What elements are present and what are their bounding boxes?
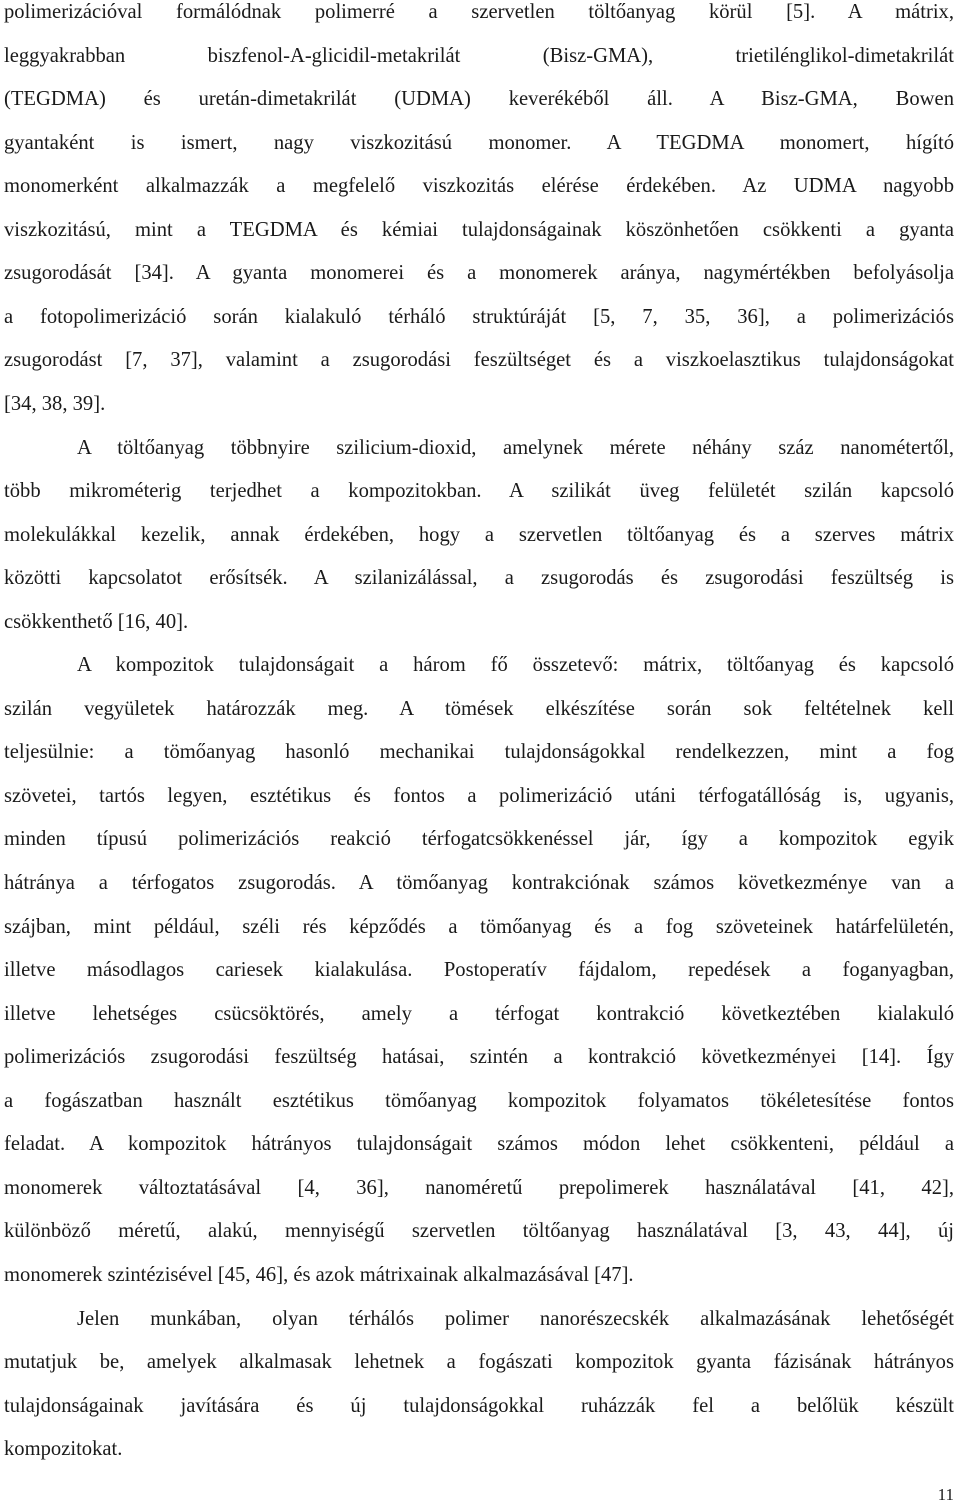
paragraph-1-line: polimerizációval formálódnak polimerré a szervetlen töltőanyag körül [5]. A mátrix,	[4, 1, 954, 23]
paragraph-3-line: teljesülnie: a tömőanyag hasonló mechanikai tulajdonságokkal rendelkezzen, mint a fog	[4, 741, 954, 764]
paragraph-2-line: több mikrométerig terjedhet a kompozitokban. A szilikát üveg felületét szilán kapcsoló	[4, 480, 954, 503]
paragraph-1-line: a fotopolimerizáció során kialakuló térháló struktúráját [5, 7, 35, 36], a polimerizációs	[4, 305, 954, 328]
paragraph-2-line: csökkenthető [16, 40].	[4, 610, 189, 633]
paragraph-3-line: hátránya a térfogatos zsugorodás. A tömőanyag kontrakciónak számos következménye van a	[4, 872, 954, 894]
paragraph-1-line: monomerként alkalmazzák a megfelelő viszkozitás elérése érdekében. Az UDMA nagyobb	[4, 175, 954, 198]
paragraph-1-line: (TEGDMA) és uretán-dimetakrilát (UDMA) keverékéből áll. A Bisz-GMA, Bowen	[4, 88, 954, 111]
paragraph-4-line: Jelen munkában, olyan térhálós polimer nanorészecskék alkalmazásának lehetőségét	[77, 1307, 954, 1330]
paragraph-3-line: monomerek változtatásával [4, 36], nanoméretű prepolimerek használatával [41, 42],	[4, 1176, 954, 1199]
paragraph-3-line: szövetei, tartós legyen, esztétikus és fontos a polimerizáció utáni térfogatállóság is, ugyanis,	[4, 784, 954, 807]
paragraph-1-line: zsugorodását [34]. A gyanta monomerei és a monomerek aránya, nagymértékben befolyásolja	[4, 262, 954, 285]
paragraph-3-line: feladat. A kompozitok hátrányos tulajdonságait számos módon lehet csökkenteni, például a	[4, 1133, 954, 1156]
paragraph-3-line: A kompozitok tulajdonságait a három fő összetevő: mátrix, töltőanyag és kapcsoló	[77, 654, 954, 677]
paragraph-3-line: illetve másodlagos cariesek kialakulása. Postoperatív fájdalom, repedések a foganyagban,	[4, 959, 954, 982]
paragraph-1-line: gyantaként is ismert, nagy viszkozitású monomer. A TEGDMA monomert, hígító	[4, 131, 954, 154]
paragraph-3-line: különböző méretű, alakú, mennyiségű szervetlen töltőanyag használatával [3, 43, 44], új	[4, 1220, 954, 1243]
paragraph-3-line: monomerek szintézisével [45, 46], és azok mátrixainak alkalmazásával [47].	[4, 1263, 634, 1286]
paragraph-3-line: a fogászatban használt esztétikus tömőanyag kompozitok folyamatos tökéletesítése fontos	[4, 1089, 954, 1112]
paragraph-3-line: szájban, mint például, széli rés képződés a tömőanyag és a fog szöveteinek határfelületén,	[4, 915, 954, 938]
paragraph-4-line: kompozitokat.	[4, 1438, 123, 1461]
paragraph-4-line: tulajdonságainak javítására és új tulajdonságokkal ruházzák fel a belőlük készült	[4, 1394, 954, 1417]
paragraph-1-line: viszkozitású, mint a TEGDMA és kémiai tulajdonságainak köszönhetően csökkenti a gyanta	[4, 218, 954, 241]
paragraph-3-line: minden típusú polimerizációs reakció térfogatcsökkenéssel jár, így a kompozitok egyik	[4, 828, 954, 851]
paragraph-1-line: leggyakrabban biszfenol-A-glicidil-metakrilát (Bisz-GMA), trietilénglikol-dimetakrilát	[4, 44, 954, 67]
paragraph-2-line: közötti kapcsolatot erősítsék. A szilanizálással, a zsugorodás és zsugorodási feszültség is	[4, 567, 954, 590]
paragraph-1-line: zsugorodást [7, 37], valamint a zsugorodási feszültséget és a viszkoelasztikus tulajdonságokat	[4, 349, 954, 372]
paragraph-3-line: illetve lehetséges csücsöktörés, amely a térfogat kontrakció következtében kialakuló	[4, 1002, 954, 1025]
paragraph-3-line: szilán vegyületek határozzák meg. A tömések elkészítése során sok feltételnek kell	[4, 697, 954, 720]
paragraph-3-line: polimerizációs zsugorodási feszültség hatásai, szintén a kontrakció következményei [14]. Így	[4, 1046, 954, 1069]
paragraph-1-line: [34, 38, 39].	[4, 392, 106, 415]
paragraph-2-line: A töltőanyag többnyire szilicium-dioxid, amelynek mérete néhány száz nanométertől,	[77, 436, 954, 459]
paragraph-2-line: molekulákkal kezelik, annak érdekében, hogy a szervetlen töltőanyag és a szerves mátrix	[4, 523, 954, 546]
paragraph-4-line: mutatjuk be, amelyek alkalmasak lehetnek a fogászati kompozitok gyanta fázisának hátrányos	[4, 1351, 954, 1374]
page-number: 11	[937, 1485, 954, 1504]
